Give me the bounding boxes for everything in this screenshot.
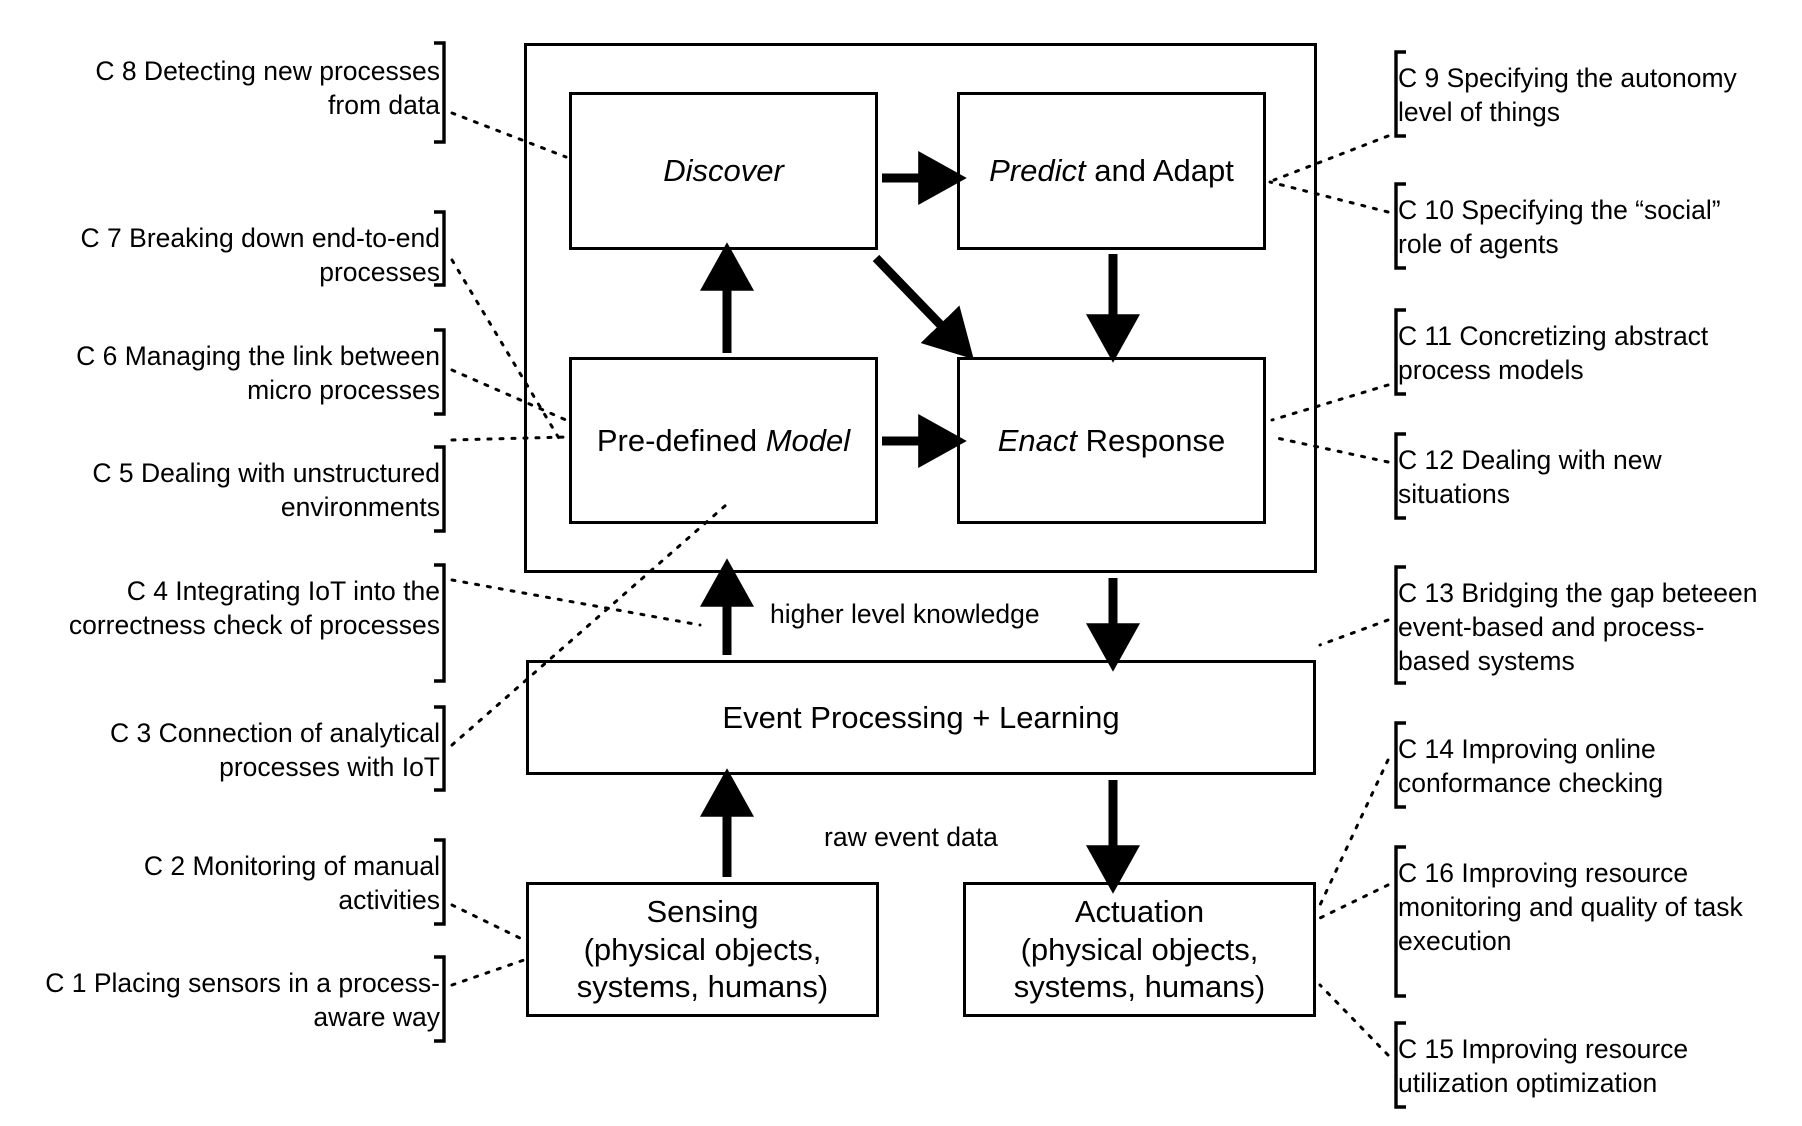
challenge-c6[interactable]: C 6 Managing the link between micro processes (76, 341, 440, 405)
right-challenges-column (1398, 0, 1802, 1126)
box-event-processing-learning[interactable] (526, 660, 1316, 775)
box-discover[interactable] (569, 92, 878, 250)
box-predict-and-adapt[interactable] (957, 92, 1266, 250)
challenge-c8[interactable]: C 8 Detecting new processes from data (95, 56, 440, 120)
challenge-c4[interactable]: C 4 Integrating IoT into the correctness check of processes (68, 576, 440, 640)
edge-label-higher-level-knowledge: higher level knowledge (770, 599, 1040, 629)
challenge-c1[interactable]: C 1 Placing sensors in a process-aware way (45, 968, 440, 1032)
challenge-c12[interactable]: C 12 Dealing with new situations (1398, 445, 1662, 509)
challenge-c10[interactable]: C 10 Specifying the “social” role of agents (1398, 195, 1721, 259)
box-enact-label: Enact Response (997, 422, 1226, 458)
challenge-c2[interactable]: C 2 Monitoring of manual activities (143, 851, 440, 915)
box-sensing-label: Sensing (physical objects, systems, humans) (576, 893, 829, 1005)
box-event-processing-label: Event Processing + Learning (722, 699, 1120, 735)
box-actuation[interactable] (963, 882, 1316, 1017)
box-sensing[interactable] (526, 882, 879, 1017)
challenge-c15[interactable]: C 15 Improving resource utilization optimization (1398, 1034, 1689, 1098)
box-pre-defined-model[interactable] (569, 357, 878, 524)
challenge-c5[interactable]: C 5 Dealing with unstructured environments (92, 458, 440, 522)
challenge-c9[interactable]: C 9 Specifying the autonomy level of things (1398, 63, 1737, 127)
box-predict-label: Predict and Adapt (989, 153, 1234, 189)
challenge-c7[interactable]: C 7 Breaking down end-to-end processes (80, 223, 440, 287)
edge-label-raw-event-data: raw event data (824, 822, 998, 852)
box-actuation-label: Actuation (physical objects, systems, humans) (1013, 893, 1266, 1005)
challenge-c3[interactable]: C 3 Connection of analytical processes with IoT (110, 718, 440, 782)
box-discover-label: Discover (663, 153, 784, 189)
left-challenges-column (0, 0, 440, 1126)
challenge-c14[interactable]: C 14 Improving online conformance checking (1398, 734, 1664, 798)
challenge-c11[interactable]: C 11 Concretizing abstract process models (1398, 321, 1709, 385)
challenge-c16[interactable]: C 16 Improving resource monitoring and quality of task execution (1398, 858, 1743, 956)
box-enact-response[interactable] (957, 357, 1266, 524)
challenge-c13[interactable]: C 13 Bridging the gap beteeen event-based and process-based systems (1398, 578, 1758, 676)
box-model-label: Pre-defined Model (596, 422, 851, 458)
